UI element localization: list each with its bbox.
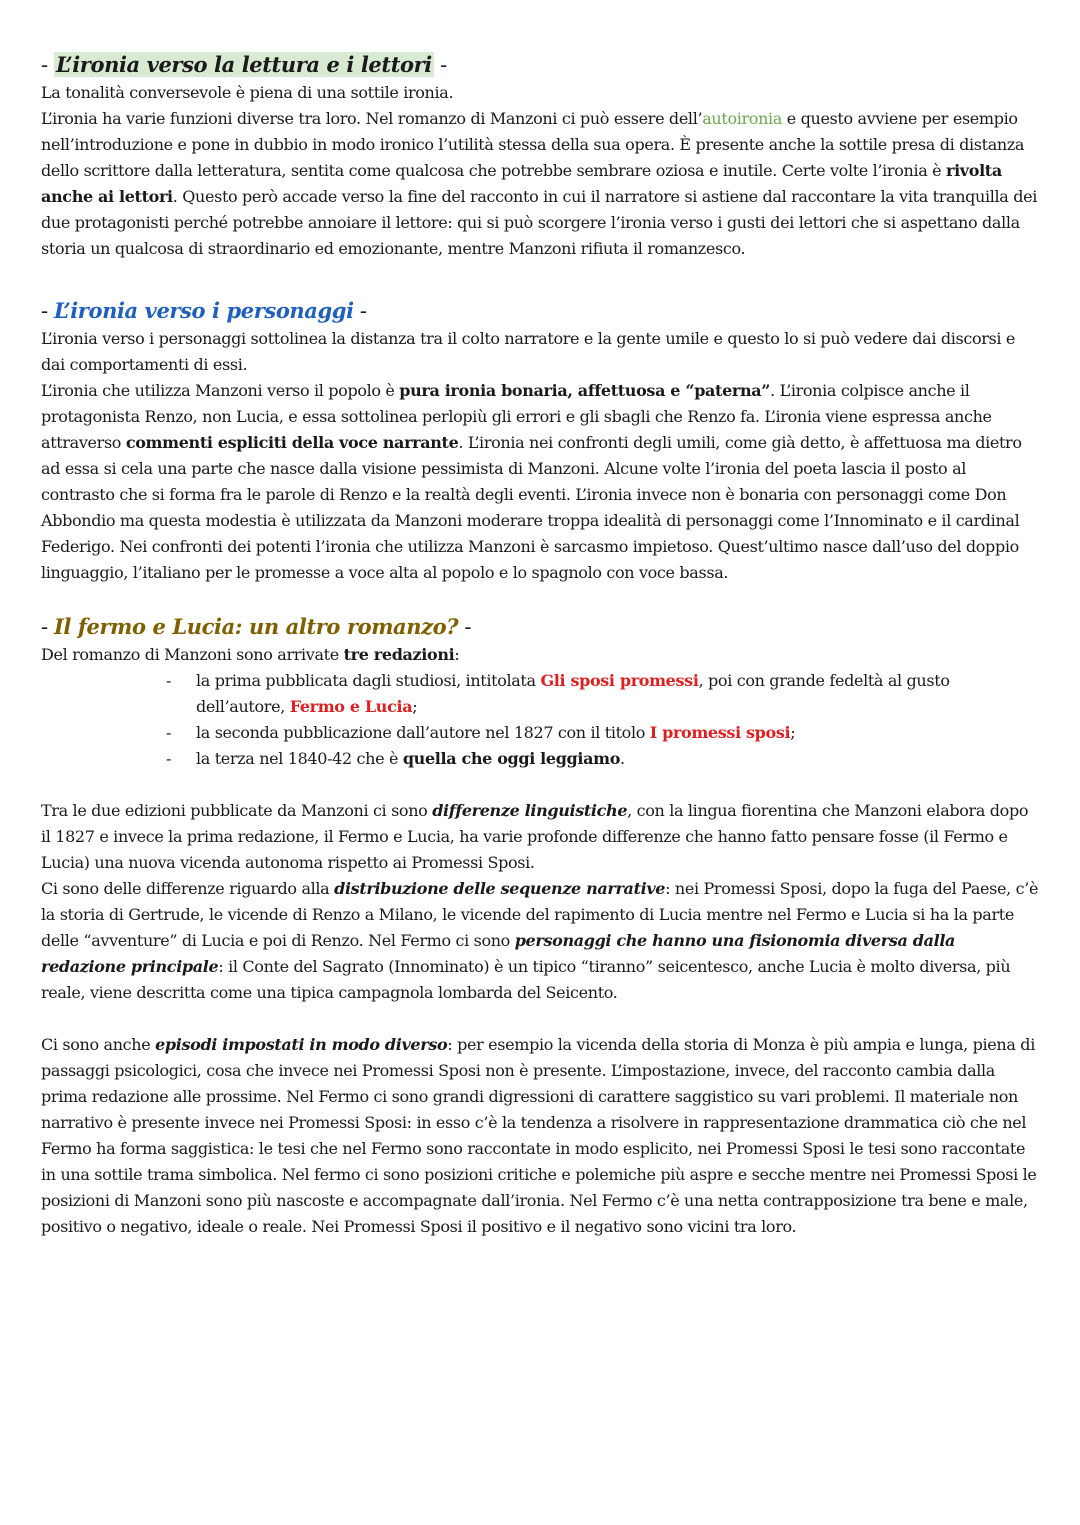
paragraph: L’ironia verso i personaggi sottolinea la distanza tra il colto narratore e la gente umile e questo lo si può vedere dai discorsi e dai comportamenti di essi.: [41, 329, 1016, 374]
bold-phrase: commenti espliciti della voce narrante: [125, 433, 459, 452]
term-autoironia: autoironia: [702, 109, 782, 128]
dash-bullet: -: [166, 671, 172, 690]
title-fermo-e-lucia: Fermo e Lucia: [289, 697, 413, 716]
title-i-promessi-sposi: I promessi sposi: [649, 723, 791, 742]
document-page: [41, 50, 1041, 1240]
heading-title: Il fermo e Lucia: un altro romanzo?: [53, 614, 459, 639]
list-item: - la seconda pubblicazione dall’autore nel 1827 con il titolo I promessi sposi;: [196, 720, 1041, 746]
paragraph: L’ironia che utilizza Manzoni verso il popolo è pura ironia bonaria, affettuosa e “paterna”. L’ironia colpisce anche il protagonista Renzo, non Lucia, e essa sottolinea perlopiù gli errori e gli sbagli che Renzo fa. L’ironia viene espressa anche attraverso commenti espliciti della voce narrante. L’ironia nei confronti degli umili, come già detto, è affettuosa ma dietro ad essa si cela una parte che nasce dalla visione pessimista di Manzoni. Alcune volte l’ironia del poeta lascia il posto al contrasto che si forma fra le parole di Renzo e la realtà degli eventi. L’ironia invece non è bonaria con personaggi come Don Abbondio ma questa modestia è utilizzata da Manzoni moderare troppa idealità di personaggi come l’Innominato e il cardinal Federigo. Nei confronti dei potenti l’ironia che utilizza Manzoni è sarcasmo impietoso. Quest’ultimo nasce dall’uso del doppio linguaggio, l’italiano per le promesse a voce alta al popolo e lo spagnolo con voce bassa.: [41, 381, 1022, 582]
dash-bullet: -: [166, 723, 172, 742]
list-item: - la prima pubblicata dagli studiosi, intitolata Gli sposi promessi, poi con grande fedeltà al gusto dell’autore, Fermo e Lucia;: [196, 668, 1041, 720]
section-irony-characters: [41, 296, 1041, 586]
paragraph: La tonalità conversevole è piena di una sottile ironia.: [41, 83, 454, 102]
paragraph: Del romanzo di Manzoni sono arrivate tre redazioni:: [41, 645, 460, 664]
section-fermo-e-lucia: [41, 612, 1041, 1240]
heading-title: L’ironia verso i personaggi: [53, 298, 354, 323]
title-gli-sposi-promessi: Gli sposi promessi: [540, 671, 699, 690]
dash-bullet: -: [166, 749, 172, 768]
section-heading: - L’ironia verso i personaggi -: [41, 298, 367, 323]
section-heading: - L’ironia verso la lettura e i lettori -: [41, 52, 447, 77]
paragraph: Ci sono delle differenze riguardo alla distribuzione delle sequenze narrative: nei Promessi Sposi, dopo la fuga del Paese, c’è la storia di Gertrude, le vicende di Renzo a Milano, le vicende del rapimento di Lucia mentre nel Fermo e Lucia si ha la parte delle “avventure” di Lucia e poi di Renzo. Nel Fermo ci sono personaggi che hanno una fisionomia diversa dalla redazione principale: il Conte del Sagrato (Innominato) è un tipico “tiranno” seicentesco, anche Lucia è molto diversa, più reale, viene descritta come una tipica campagnola lombarda del Seicento.: [41, 879, 1039, 1002]
bold-phrase: rivolta anche ai lettori: [41, 161, 1002, 206]
section-irony-reading: [41, 50, 1041, 262]
heading-title: L’ironia verso la lettura e i lettori: [55, 52, 432, 77]
paragraph: L’ironia ha varie funzioni diverse tra loro. Nel romanzo di Manzoni ci può essere dell’autoironia e questo avviene per esempio nell’introduzione e pone in dubbio in modo ironico l’utilità stessa della sua opera. È presente anche la sottile presa di distanza dello scrittore dalla letteratura, sentita come qualcosa che potrebbe sembrare oziosa e inutile. Certe volte l’ironia è rivolta anche ai lettori. Questo però accade verso la fine del racconto in cui il narratore si astiene dal raccontare la vita tranquilla dei due protagonisti perché potrebbe annoiare il lettore: qui si può scorgere l’ironia verso i gusti dei lettori che si aspettano dalla storia un qualcosa di straordinario ed emozionante, mentre Manzoni rifiuta il romanzesco.: [41, 109, 1038, 258]
redazioni-list: [41, 668, 1041, 772]
section-heading: - Il fermo e Lucia: un altro romanzo? -: [41, 614, 472, 639]
bold-phrase: pura ironia bonaria, affettuosa e “paterna”: [399, 381, 771, 400]
paragraph: Ci sono anche episodi impostati in modo diverso: per esempio la vicenda della storia di Monza è più ampia e lunga, piena di passaggi psicologici, cosa che invece nei Promessi Sposi non è presente. L’impostazione, invece, del racconto cambia dalla prima redazione alle prossime. Nel Fermo ci sono grandi digressioni di carattere saggistico su vari problemi. Il materiale non narrativo è presente invece nei Promessi Sposi: in esso c’è la tendenza a risolvere in rappresentazione drammatica ciò che nel Fermo ha forma saggistica: le tesi che nel Fermo sono raccontate in modo esplicito, nei Promessi Sposi le tesi sono raccontate in una sottile trama simbolica. Nel fermo ci sono posizioni critiche e polemiche più aspre e secche mentre nei Promessi Sposi le posizioni di Manzoni sono più nascoste e accompagnate dall’ironia. Nel Fermo c’è una netta contrapposizione tra bene e male, positivo o negativo, ideale o reale. Nei Promessi Sposi il positivo e il negativo sono vicini tra loro.: [41, 1035, 1037, 1236]
paragraph: Tra le due edizioni pubblicate da Manzoni ci sono differenze linguistiche, con la lingua fiorentina che Manzoni elabora dopo il 1827 e invece la prima redazione, il Fermo e Lucia, ha varie profonde differenze che hanno fatto pensare fosse (il Fermo e Lucia) una nuova vicenda autonoma rispetto ai Promessi Sposi.: [41, 801, 1029, 872]
list-item: - la terza nel 1840-42 che è quella che oggi leggiamo.: [196, 746, 1041, 772]
